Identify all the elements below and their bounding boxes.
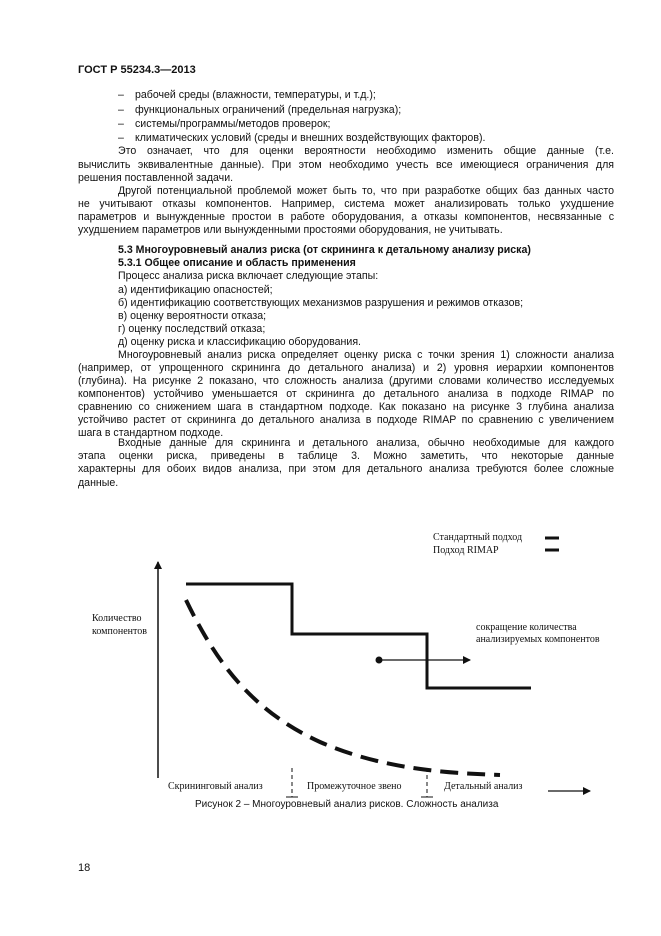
- x-stage-label-detailed: Детальный анализ: [444, 781, 523, 792]
- list-item: рабочей среды (влажности, температуры, и т.д.);: [135, 89, 376, 101]
- list-item: а) идентификацию опасностей;: [118, 284, 273, 296]
- paragraph-line: Это означает, что для оценки вероятности необходимо изменить общие данные (т.е.: [118, 145, 614, 157]
- list-dash: –: [118, 104, 124, 116]
- paragraph-line: не учитывают отказы компонентов. Например, система может анализировать только ухудшение: [78, 198, 614, 210]
- legend-rimap-label: Подход RIMAP: [433, 545, 499, 556]
- annotation-label: сокращение количества: [476, 622, 577, 633]
- paragraph-line: (например, от упрощенного скрининга до детального анализа) и 2) уровня иерархии компонентов: [78, 362, 614, 374]
- paragraph-line: данные.: [78, 477, 119, 489]
- x-stage-label-screening: Скрининговый анализ: [168, 781, 263, 792]
- intro-text: Процесс анализа риска включает следующие этапы:: [118, 270, 379, 282]
- annotation-label: анализируемых компонентов: [476, 634, 600, 645]
- list-item: г) оценку последствий отказа;: [118, 323, 266, 335]
- paragraph-line: компонентов) устойчиво уменьшается от скрининга до детального анализа в подходе RIMAP по: [78, 388, 614, 400]
- subsection-title: 5.3.1 Общее описание и область применения: [118, 257, 356, 269]
- list-item: в) оценку вероятности отказа;: [118, 310, 267, 322]
- list-item: б) идентификацию соответствующих механизмов разрушения и режимов отказов;: [118, 297, 524, 309]
- list-item: климатических условий (среды и внешних воздействующих факторов).: [135, 132, 486, 144]
- list-dash: –: [118, 89, 124, 101]
- paragraph-line: (глубина). На рисунке 2 показано, что сложность анализа (другими словами количество исследуемых: [78, 375, 614, 387]
- figure-caption: Рисунок 2 – Многоуровневый анализ рисков. Сложность анализа: [195, 799, 499, 810]
- paragraph-line: параметров и вынужденные простои в работе оборудования, а отказы компонентов, несвязанные с: [78, 211, 614, 223]
- paragraph-line: Многоуровневый анализ риска определяет оценку риска с точки зрения 1) сложности анализа: [118, 349, 614, 361]
- list-item: системы/программы/методов проверок;: [135, 118, 331, 130]
- section-title: 5.3 Многоуровневый анализ риска (от скрининга к детальному анализу риска): [118, 244, 531, 256]
- x-stage-label-intermediate: Промежуточное звено: [307, 781, 402, 792]
- paragraph-line: сравнению со снижением шага в стандартном подходе. Как показано на рисунке 3 глубина анализа: [78, 401, 614, 413]
- paragraph-line: вычислить эквивалентные данные). При этом необходимо учесть все имеющиеся ограничения для: [78, 159, 614, 171]
- paragraph-line: этапа оценки риска, приведены в таблице 3. Можно заметить, что некоторые данные: [78, 450, 614, 462]
- list-item: д) оценку риска и классификацию оборудования.: [118, 336, 361, 348]
- y-axis-label: компонентов: [92, 626, 147, 637]
- paragraph-line: устойчиво растет от скрининга до детального анализа в подходе RIMAP по сравнению с увеличением: [78, 414, 614, 426]
- list-item: функциональных ограничений (предельная нагрузка);: [135, 104, 402, 116]
- paragraph-line: шага в стандартном подходе.: [78, 427, 224, 439]
- list-dash: –: [118, 118, 124, 130]
- page-number: 18: [78, 862, 91, 874]
- paragraph-line: Входные данные для скрининга и детального анализа, обычно необходимые для каждого: [118, 437, 614, 449]
- paragraph-line: решения поставленной задачи.: [78, 172, 234, 184]
- paragraph-line: характерны для обоих видов анализа, при этом для детального анализа требуются более сложные: [78, 463, 614, 475]
- list-dash: –: [118, 132, 124, 144]
- paragraph-line: ухудшением параметров или вынужденными простоями оборудования, не учитывать.: [78, 224, 503, 236]
- document-header: ГОСТ Р 55234.3—2013: [78, 64, 196, 76]
- paragraph-line: Другой потенциальной проблемой может быть то, что при разработке общих баз данных часто: [118, 185, 614, 197]
- y-axis-label: Количество: [92, 613, 142, 624]
- legend-standard-label: Стандартный подход: [433, 532, 523, 543]
